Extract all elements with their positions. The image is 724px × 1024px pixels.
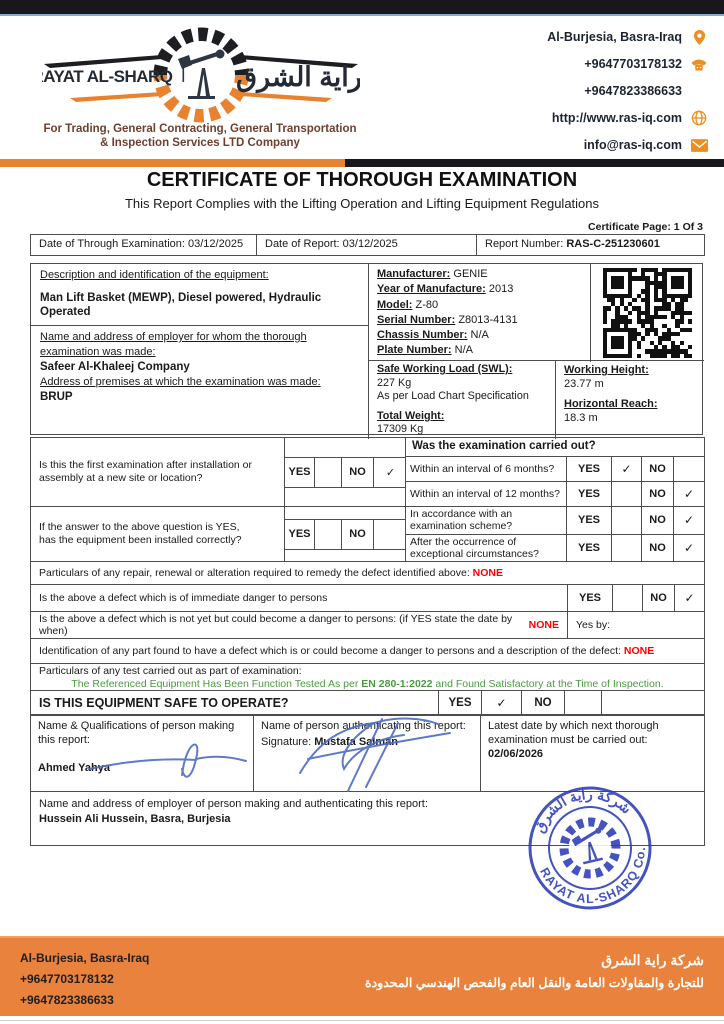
equipment-left-column bbox=[31, 264, 369, 439]
interval-6-no-mark bbox=[673, 457, 704, 481]
maker-cell bbox=[31, 715, 254, 791]
footer-phone2: +9647823386633 bbox=[20, 993, 114, 1007]
qr-cell bbox=[591, 264, 704, 362]
test-statement-pre: The Referenced Equipment Has Been Function Tested As per bbox=[71, 677, 362, 690]
swl-cell bbox=[369, 361, 556, 439]
future-danger-text: Is the above a defect which is not yet but could become a danger to persons: (if YES state the date by when) bbox=[39, 613, 513, 637]
examination-table bbox=[30, 437, 705, 716]
test-particulars-label: Particulars of any test carried out as part of examination: bbox=[39, 665, 302, 677]
working-height-label: Working Height: bbox=[564, 364, 649, 376]
installed-yes-label: YES bbox=[285, 520, 315, 549]
equipment-description-label: Description and identification of the equipment: bbox=[40, 269, 269, 281]
exceptional-row bbox=[406, 534, 704, 562]
equipment-section bbox=[30, 263, 703, 435]
brand-name-en: RAYAT AL-SHARQ bbox=[42, 67, 173, 86]
installed-question-line1: If the answer to the above question is YES, bbox=[39, 521, 240, 533]
immediate-danger-yes-mark bbox=[612, 585, 642, 611]
contact-email bbox=[448, 132, 708, 158]
next-exam-label: Latest date by which next thorough examination must be carried out: bbox=[488, 720, 659, 746]
exam-row-test-particulars bbox=[31, 663, 704, 690]
report-number-label: Report Number: bbox=[485, 238, 564, 250]
swl-note: As per Load Chart Specification bbox=[377, 390, 529, 403]
first-exam-question: Is this the first examination after installation or assembly at a new site or location? bbox=[39, 459, 253, 484]
safe-yes-label: YES bbox=[438, 691, 481, 715]
exam-row-safe-to-operate bbox=[31, 690, 704, 715]
contact-phone1 bbox=[448, 51, 708, 77]
exceptional-no-label: NO bbox=[641, 535, 673, 562]
tagline-line2: & Inspection Services LTD Company bbox=[100, 137, 300, 149]
carried-out-block bbox=[406, 438, 704, 506]
equipment-top-row bbox=[369, 264, 704, 361]
swoosh-bottom-right bbox=[240, 92, 332, 102]
future-danger-value: NONE bbox=[528, 619, 559, 631]
first-exam-no-label: NO bbox=[342, 458, 374, 487]
plate-label: Plate Number: bbox=[377, 344, 452, 357]
equipment-premises-value: BRUP bbox=[40, 391, 73, 403]
working-height-cell bbox=[556, 361, 704, 439]
year-value: 2013 bbox=[488, 283, 514, 296]
contact-phone2 bbox=[448, 78, 708, 104]
company-logo bbox=[42, 24, 360, 126]
footer-contact-block bbox=[20, 948, 149, 1016]
future-danger-question bbox=[31, 612, 567, 638]
equipment-right-column bbox=[369, 264, 704, 439]
signature-label: Signature: bbox=[261, 736, 312, 748]
interval-6-no-label: NO bbox=[641, 457, 673, 481]
first-exam-answer-strip bbox=[284, 438, 406, 506]
exam-date-value: 03/12/2025 bbox=[188, 238, 244, 250]
contact-website-text: http://www.ras-iq.com bbox=[551, 111, 682, 125]
maker-name: Ahmed Yahya bbox=[38, 762, 110, 774]
installed-question-line2: has the equipment been installed correctly? bbox=[39, 534, 242, 546]
scheme-no-label: NO bbox=[641, 507, 673, 534]
stamp-arc-bottom-text: RAYAT AL-SHARQ Co. bbox=[537, 846, 649, 907]
equipment-employer-cell bbox=[31, 326, 368, 439]
company-tagline bbox=[30, 122, 370, 150]
equipment-bottom-row bbox=[369, 361, 704, 439]
interval-6-yes-label: YES bbox=[566, 457, 611, 481]
serial-value: Z8013-4131 bbox=[458, 313, 518, 326]
scheme-yes-label: YES bbox=[566, 507, 611, 534]
installed-answer-strip bbox=[284, 507, 406, 561]
footer-company-block bbox=[365, 948, 704, 1016]
report-date-label: Date of Report: bbox=[265, 238, 340, 250]
equipment-employer-label: Name and address of employer for whom the thorough examination was made: bbox=[40, 331, 307, 358]
chassis-label: Chassis Number: bbox=[377, 329, 468, 342]
exceptional-yes-mark bbox=[611, 535, 641, 562]
test-standard: EN 280-1:2022 bbox=[361, 677, 433, 690]
working-height-value: 23.77 m bbox=[564, 378, 604, 390]
exam-row-repairs bbox=[31, 561, 704, 584]
swoosh-bottom-left bbox=[70, 92, 162, 102]
exam-date-cell bbox=[31, 235, 257, 255]
contact-phone1-text: +9647703178132 bbox=[584, 57, 682, 71]
report-number-cell bbox=[477, 235, 704, 255]
horizontal-reach-label: Horizontal Reach: bbox=[564, 398, 658, 410]
exceptional-question: After the occurrence of exceptional circumstances? bbox=[410, 535, 539, 560]
signoff-employer-value: Hussein Ali Hussein, Basra, Burjesia bbox=[39, 813, 231, 825]
plate-value: N/A bbox=[454, 344, 473, 357]
authenticator-cell bbox=[254, 715, 481, 791]
repairs-text: Particulars of any repair, renewal or alteration required to remedy the defect identified above: bbox=[39, 567, 470, 579]
interval-12-row bbox=[406, 481, 704, 506]
contact-address bbox=[448, 24, 708, 50]
report-date-value: 03/12/2025 bbox=[342, 238, 398, 250]
safe-yes-mark: ✓ bbox=[481, 691, 521, 715]
swl-value: 227 Kg bbox=[377, 376, 412, 389]
carried-out-header: Was the examination carried out? bbox=[406, 438, 704, 457]
tagline-line1: For Trading, General Contracting, General Transportation bbox=[43, 123, 357, 135]
first-exam-yes-label: YES bbox=[285, 458, 315, 487]
interval-6-yes-mark: ✓ bbox=[611, 457, 641, 481]
next-exam-date: 02/06/2026 bbox=[488, 748, 544, 760]
equipment-details-cell bbox=[369, 264, 591, 362]
scheme-question: In accordance with an examination scheme? bbox=[410, 508, 513, 533]
exam-row-first-examination bbox=[31, 438, 704, 506]
installed-no-mark bbox=[374, 520, 407, 549]
test-statement-post: and Found Satisfactory at the Time of Inspection. bbox=[432, 677, 664, 690]
contact-address-text: Al-Burjesia, Basra-Iraq bbox=[547, 30, 682, 44]
equipment-employer-value: Safeer Al-Khaleej Company bbox=[40, 361, 190, 373]
exam-date-label: Date of Through Examination: bbox=[39, 238, 185, 250]
signoff-employer-label: Name and address of employer of person making and authenticating this report: bbox=[39, 798, 428, 810]
immediate-danger-no-mark: ✓ bbox=[674, 585, 704, 611]
model-value: Z-80 bbox=[415, 298, 439, 311]
defect-id-value: NONE bbox=[623, 645, 655, 657]
logo-graphic bbox=[42, 24, 360, 126]
location-pin-icon bbox=[690, 28, 708, 46]
stamp-arc-top-text: شركة راية الشرق bbox=[530, 785, 635, 835]
phone-icon bbox=[690, 55, 708, 73]
interval-12-question: Within an interval of 12 months? bbox=[410, 488, 560, 500]
exceptional-yes-label: YES bbox=[566, 535, 611, 562]
brand-name-ar: راية الشرق bbox=[236, 62, 360, 92]
icon-placeholder bbox=[690, 82, 708, 100]
safe-empty-cell bbox=[601, 691, 704, 715]
defect-id-text: Identification of any part found to have a defect which is or could become a danger to persons and a description of the defect: bbox=[39, 645, 621, 657]
page-subtitle: This Report Complies with the Lifting Operation and Lifting Equipment Regulations bbox=[124, 196, 600, 211]
total-weight-label: Total Weight: bbox=[377, 409, 445, 422]
scheme-row bbox=[406, 507, 704, 534]
total-weight-value: 17309 Kg bbox=[377, 423, 424, 436]
installed-question bbox=[31, 507, 284, 561]
exam-row-future-danger bbox=[31, 611, 704, 638]
scheme-yes-mark bbox=[611, 507, 641, 534]
interval-12-no-label: NO bbox=[641, 482, 673, 506]
report-number-value: RAS-C-251230601 bbox=[566, 238, 660, 250]
interval-6-row bbox=[406, 457, 704, 481]
qr-code bbox=[603, 268, 693, 358]
contact-website bbox=[448, 105, 708, 131]
manufacturer-value: GENIE bbox=[453, 268, 488, 280]
exam-row-immediate-danger bbox=[31, 584, 704, 611]
header-divider-orange bbox=[0, 159, 345, 167]
contact-block bbox=[448, 24, 708, 159]
installed-no-label: NO bbox=[342, 520, 374, 549]
year-label: Year of Manufacture: bbox=[377, 283, 486, 296]
contact-email-text: info@ras-iq.com bbox=[583, 138, 682, 152]
authenticator-name: Mustafa Salman bbox=[314, 736, 398, 748]
yes-by-cell: Yes by: bbox=[567, 612, 704, 638]
chassis-value: N/A bbox=[470, 329, 489, 342]
contact-phone2-text: +9647823386633 bbox=[584, 84, 682, 98]
maker-label: Name & Qualifications of person making this report: bbox=[38, 720, 235, 746]
equipment-description-value: Man Lift Basket (MEWP), Diesel powered, Hydraulic Operated bbox=[40, 292, 322, 318]
top-black-bar bbox=[0, 0, 724, 16]
immediate-danger-yes-label: YES bbox=[567, 585, 612, 611]
scheme-no-mark: ✓ bbox=[673, 507, 704, 534]
footer-bar bbox=[0, 936, 724, 1016]
equipment-description-cell bbox=[31, 264, 368, 326]
interval-12-yes-label: YES bbox=[566, 482, 611, 506]
immediate-danger-no-label: NO bbox=[642, 585, 674, 611]
footer-tagline-ar: للتجارة والمقاولات العامة والنقل العام والفحص الهندسي المحدودة bbox=[365, 976, 704, 990]
manufacturer-label: Manufacturer: bbox=[377, 268, 451, 280]
swl-label: Safe Working Load (SWL): bbox=[377, 363, 513, 375]
safe-no-label: NO bbox=[521, 691, 564, 715]
page-title: CERTIFICATE OF THOROUGH EXAMINATION bbox=[146, 169, 578, 191]
footer-phone1: +9647703178132 bbox=[20, 972, 114, 986]
repairs-value: NONE bbox=[472, 567, 504, 579]
safe-no-mark bbox=[564, 691, 601, 715]
model-label: Model: bbox=[377, 298, 413, 311]
interval-12-yes-mark bbox=[611, 482, 641, 506]
meta-row bbox=[30, 234, 705, 256]
safe-question: IS THIS EQUIPMENT SAFE TO OPERATE? bbox=[39, 696, 289, 710]
bottom-rule bbox=[0, 1020, 724, 1021]
authenticator-label: Name of person authenticating this report: bbox=[261, 720, 466, 732]
first-exam-yes-mark bbox=[315, 458, 342, 487]
exam-row-installed-correctly bbox=[31, 506, 704, 561]
first-exam-no-mark: ✓ bbox=[385, 466, 396, 479]
test-statement bbox=[39, 678, 696, 691]
exceptional-no-mark: ✓ bbox=[673, 535, 704, 562]
footer-address: Al-Burjesia, Basra-Iraq bbox=[20, 951, 150, 965]
header-divider bbox=[0, 159, 724, 167]
globe-icon bbox=[690, 109, 708, 127]
envelope-icon bbox=[690, 136, 708, 154]
report-date-cell bbox=[257, 235, 477, 255]
serial-label: Serial Number: bbox=[377, 313, 456, 326]
horizontal-reach-value: 18.3 m bbox=[564, 412, 598, 424]
interval-6-question: Within an interval of 6 months? bbox=[410, 463, 555, 475]
certificate-page-label: Certificate Page: 1 Of 3 bbox=[588, 221, 703, 233]
scheme-block bbox=[406, 507, 704, 561]
installed-yes-mark bbox=[315, 520, 342, 549]
exam-row-defect-identification bbox=[31, 638, 704, 663]
interval-12-no-mark: ✓ bbox=[673, 482, 704, 506]
equipment-premises-label: Address of premises at which the examination was made: bbox=[40, 376, 321, 388]
immediate-danger-question: Is the above a defect which is of immediate danger to persons bbox=[39, 592, 328, 604]
footer-company-name-ar: شركة راية الشرق bbox=[601, 952, 704, 968]
